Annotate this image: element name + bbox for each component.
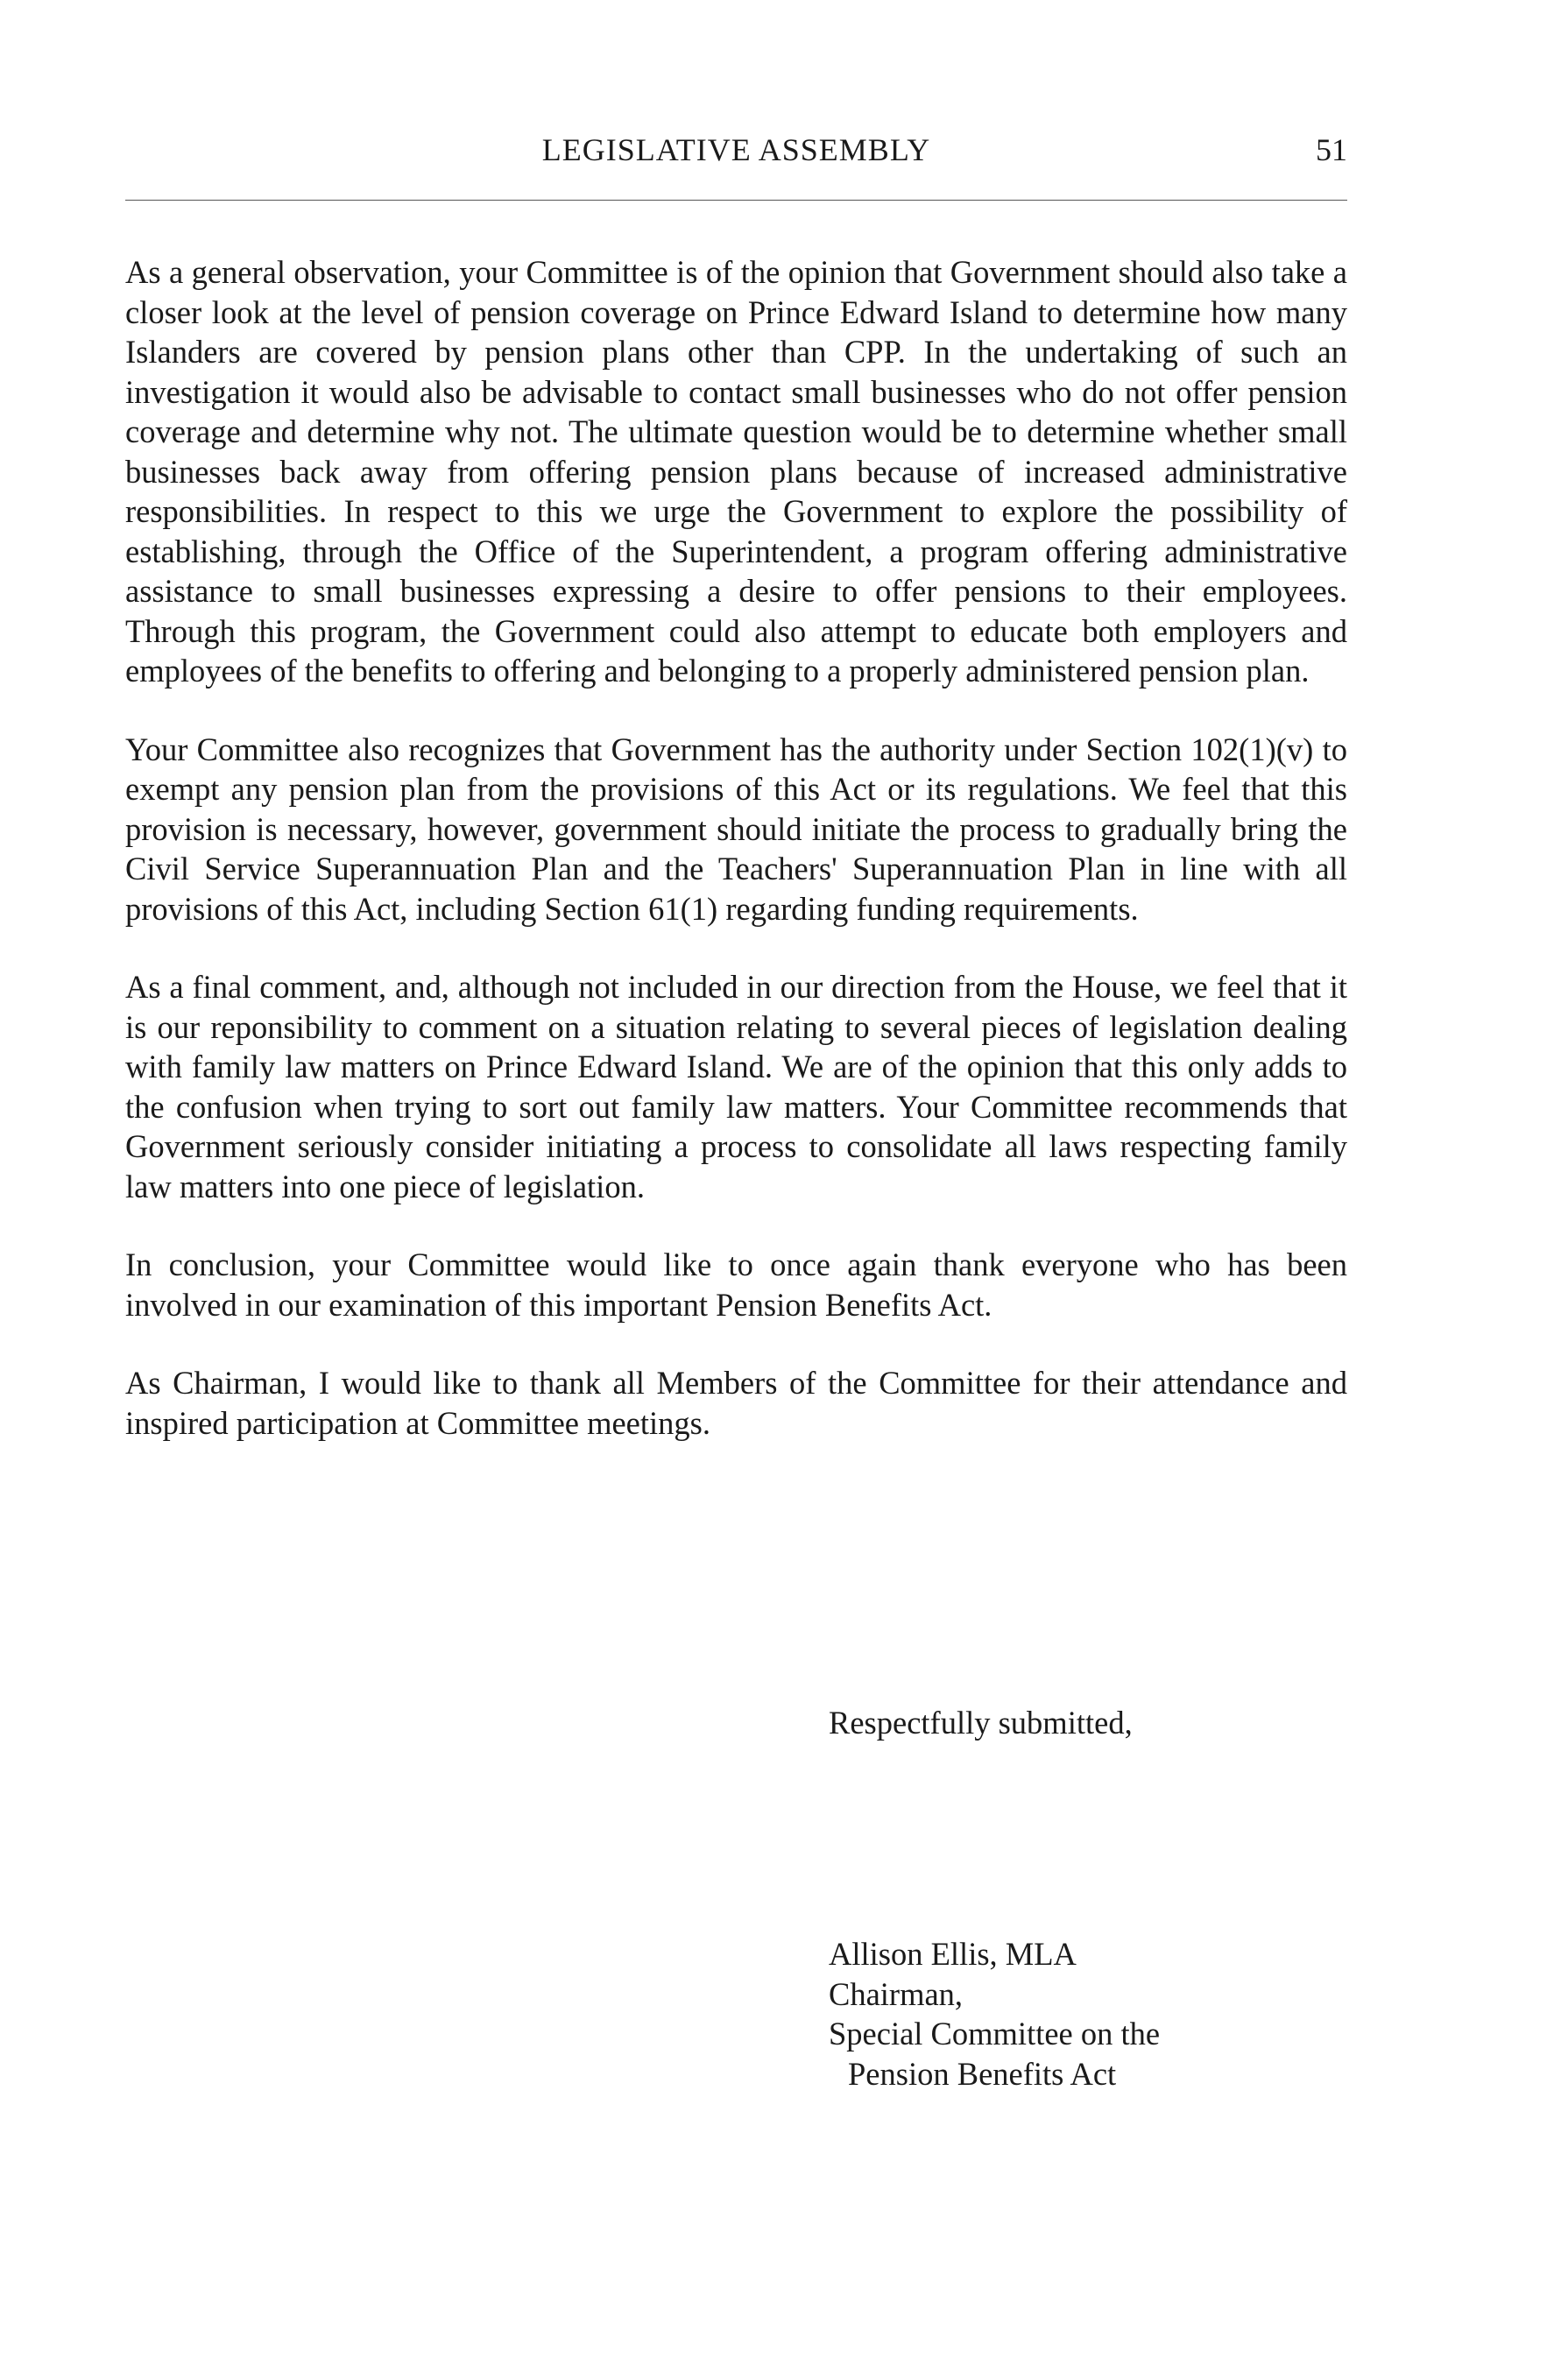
paragraph-exemption-authority: Your Committee also recognizes that Government has the authority under Section 102(1)(v) to exempt any pension plan from the provisions of this Act or its regulations. We feel that this provision is necessary, however, government should initiate the process to gradually bring the Civil Service Superannuation Plan and the Teachers' Superannuation Plan in line with all provisions of this Act, including Section 61(1) regarding funding requirements. xyxy=(125,731,1347,927)
paragraph-conclusion: In conclusion, your Committee would like to once again thank everyone who has been involved in our examination of this important Pension Benefits Act. xyxy=(125,1246,1347,1323)
paragraph-chairman-thanks: As Chairman, I would like to thank all Members of the Committee for their attendance and inspired participation at Committee meetings. xyxy=(125,1365,1347,1441)
signature-block xyxy=(829,1934,1160,2094)
signatory-name: Allison Ellis, MLA xyxy=(829,1936,1077,1972)
page-header xyxy=(125,131,1347,180)
committee-name-line1: Special Committee on the xyxy=(829,2016,1161,2052)
committee-name-line2: Pension Benefits Act xyxy=(848,2055,1117,2092)
running-head: LEGISLATIVE ASSEMBLY xyxy=(541,132,931,167)
paragraph-family-law: As a final comment, and, although not included in our direction from the House, we feel that it is our reponsibility to comment on a situation relating to several pieces of legislation dealing with family law matters on Prince Edward Island. We are of the opinion that this only adds to the confusion when trying to sort out family law matters. Your Committee recommends that Government seriously consider initiating a process to consolidate all laws respecting family law matters into one piece of legislation. xyxy=(125,969,1347,1204)
paragraph-pension-coverage: As a general observation, your Committee is of the opinion that Government should also take a closer look at the level of pension coverage on Prince Edward Island to determine how many Islanders are covered by pension plans other than CPP. In the undertaking of such an investigation it would also be advisable to contact small businesses who do not offer pension coverage and determine why not. The ultimate question would be to determine whether small businesses back away from offering pension plans because of increased administrative responsibilities. In respect to this we urge the Government to explore the possibility of establishing, through the Office of the Superintendent, a program offering administrative assistance to small businesses expressing a desire to offer pensions to their employees. Through this program, the Government could also attempt to educate both employers and employees of the benefits to offering and belonging to a properly administered pension plan. xyxy=(125,254,1347,689)
closing-line: Respectfully submitted, xyxy=(829,1705,1133,1741)
body-text xyxy=(125,252,1347,1481)
signatory-title: Chairman, xyxy=(829,1975,964,2012)
header-rule xyxy=(125,200,1347,201)
closing-block xyxy=(829,1703,1133,1743)
page-number: 51 xyxy=(1316,132,1347,167)
